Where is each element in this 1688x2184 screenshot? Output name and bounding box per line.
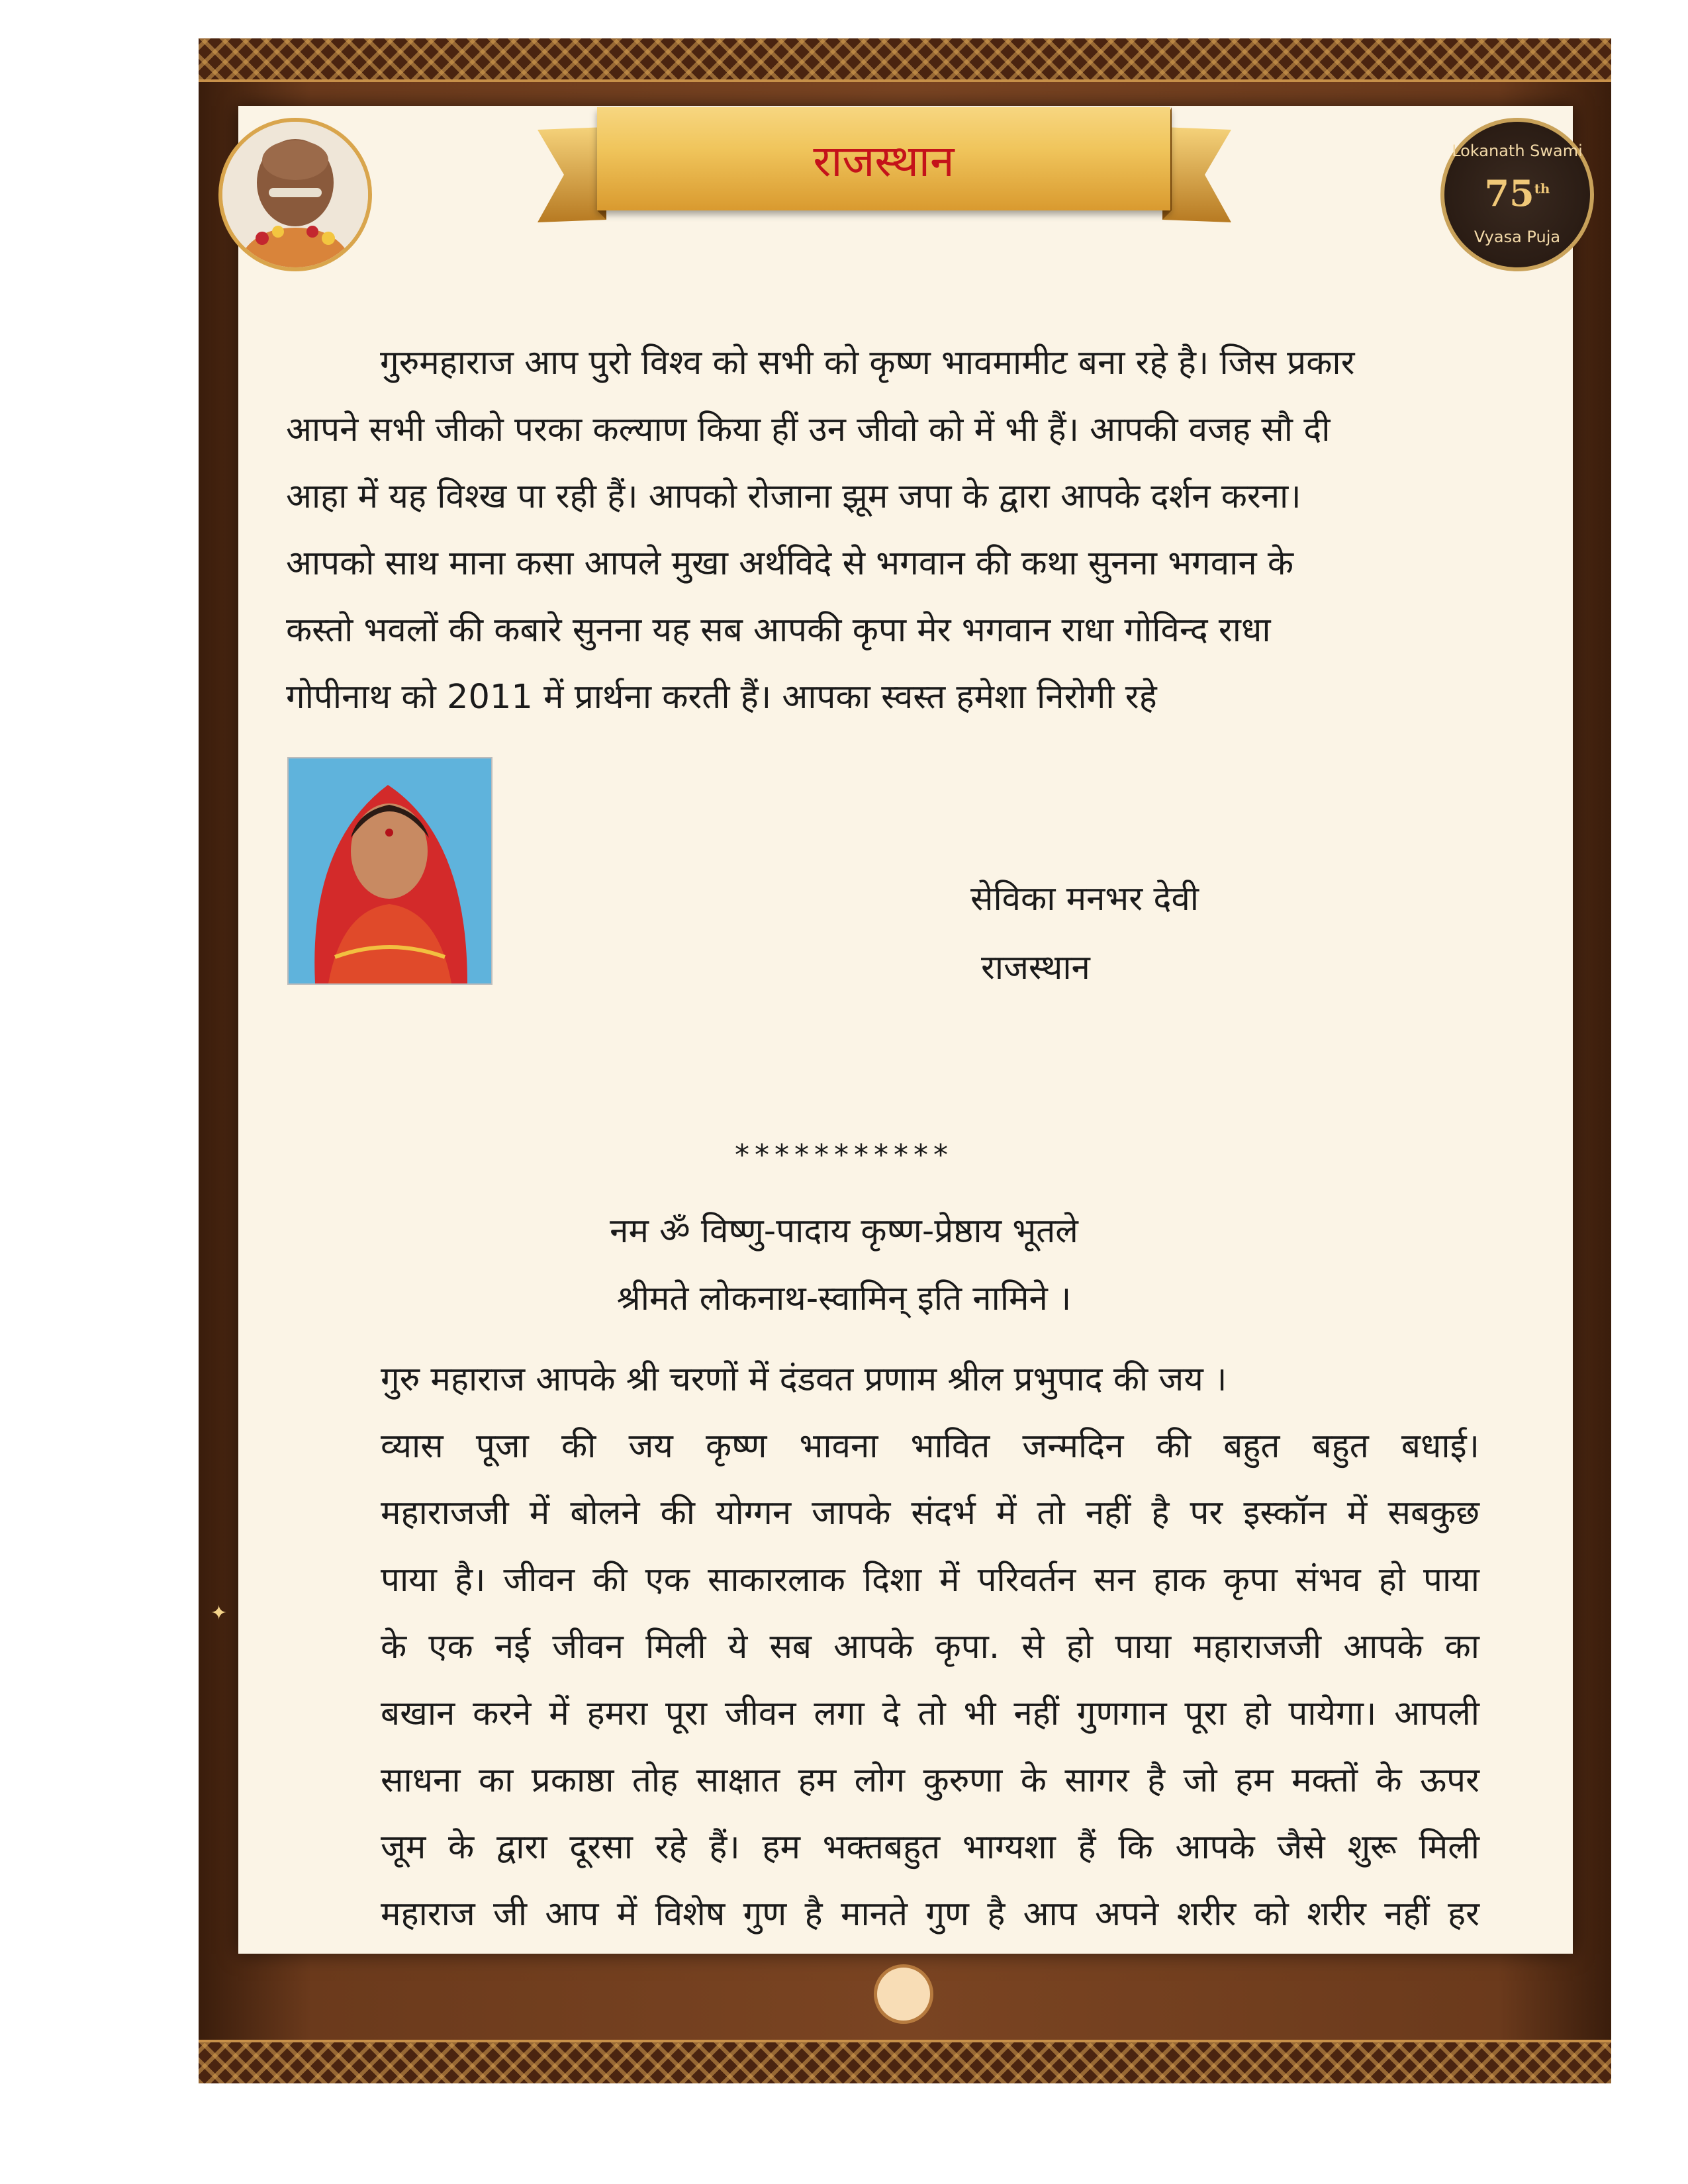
- letter-two-line: महाराज जी आप में विशेष गुण है मानते गुण है आप अपने शरीर को शरीर नहीं हर: [381, 1895, 1479, 1934]
- guru-portrait-image: [222, 122, 368, 267]
- letter-two-line: बखान करने में हमरा पूरा जीवन लगा दे तो भी नहीं गुणगान पूरा हो पायेगा। आपली: [381, 1694, 1479, 1733]
- letter-two-line: पाया है। जीवन की एक साकारलाक दिशा में परिवर्तन सन हाक कृपा संभव हो पाया: [381, 1561, 1479, 1600]
- letter-two-line: व्यास पूजा की जय कृष्ण भावना भावित जन्मदिन की बहुत बहुत बधाई।: [381, 1427, 1479, 1466]
- letter-two-line: जूम के द्वारा दूरसा रहे हैं। हम भक्तबहुत भाग्यशा हैं कि आपके जैसे शुरू मिली: [381, 1828, 1479, 1867]
- vyasa-puja-badge: [1440, 118, 1594, 271]
- letter-two-body: [381, 1346, 1479, 1948]
- section-separator: ***********: [735, 1138, 953, 1172]
- sparkle-icon: ✦: [211, 1602, 228, 1625]
- letter-one-line: गुरुमहाराज आप पुरो विश्व को सभी को कृष्ण भावमामीट बना रहे है। जिस प्रकार: [380, 343, 1355, 383]
- letter-two-line: गुरु महाराज आपके श्री चरणों में दंडवत प्रणाम श्रील प्रभुपाद की जय ।: [381, 1360, 1227, 1399]
- letter-two-line: महाराजजी में बोलने की योग्गन जापके संदर्भ में तो नहीं है पर इस्कॉन में सबकुछ: [381, 1494, 1479, 1533]
- letter-one-line: आहा में यह विश्ख पा रही हैं। आपको रोजाना झूम जपा के द्वारा आपके दर्शन करना।: [286, 477, 1301, 516]
- letter-two-line: के एक नई जीवन मिली ये सब आपके कृपा. से हो पाया महाराजजी आपके का: [381, 1627, 1479, 1666]
- verse-line-2: श्रीमते लोकनाथ-स्वामिन् इति नामिने ।: [616, 1279, 1072, 1318]
- guru-portrait: [218, 118, 372, 271]
- author-photo: [287, 757, 492, 985]
- ribbon-banner: [597, 107, 1170, 210]
- letter-one-body: [286, 330, 1451, 731]
- decorative-border-top: [199, 38, 1611, 82]
- page-dot-icon: [874, 1964, 933, 2024]
- signature-name: सेविका मनभर देवी: [970, 880, 1199, 919]
- verse-line-1: नम ॐ विष्णु-पादाय कृष्ण-प्रेष्ठाय भूतले: [610, 1212, 1078, 1251]
- badge-bottom-text: Vyasa Puja: [1474, 228, 1561, 246]
- letter-one-line: गोपीनाथ को 2011 में प्रार्थना करती हैं। आपका स्वस्त हमेशा निरोगी रहे: [286, 678, 1157, 717]
- decorative-border-bottom: [199, 2040, 1611, 2083]
- badge-number: 75th: [1484, 172, 1550, 214]
- letter-two-line: साधना का प्रकाष्ठा तोह साक्षात हम लोग कुरुणा के सागर है जो हम मक्तों के ऊपर: [381, 1761, 1479, 1800]
- title-ribbon: [538, 90, 1231, 230]
- page-title: राजस्थान: [813, 136, 955, 187]
- letter-one-line: आपको साथ माना कसा आपले मुखा अर्थविदे से भगवान की कथा सुनना भगवान के: [286, 544, 1294, 583]
- signature-place: राजस्थान: [981, 948, 1090, 987]
- letter-one-line: आपने सभी जीको परका कल्याण किया हीं उन जीवो को में भी हैं। आपकी वजह सौ दी: [286, 410, 1331, 449]
- letter-one-line: कस्तो भवलों की कबारे सुनना यह सब आपकी कृपा मेर भगवान राधा गोविन्द राधा: [286, 611, 1271, 650]
- badge-top-text: Lokanath Swami: [1452, 142, 1583, 160]
- author-photo-image: [289, 758, 491, 983]
